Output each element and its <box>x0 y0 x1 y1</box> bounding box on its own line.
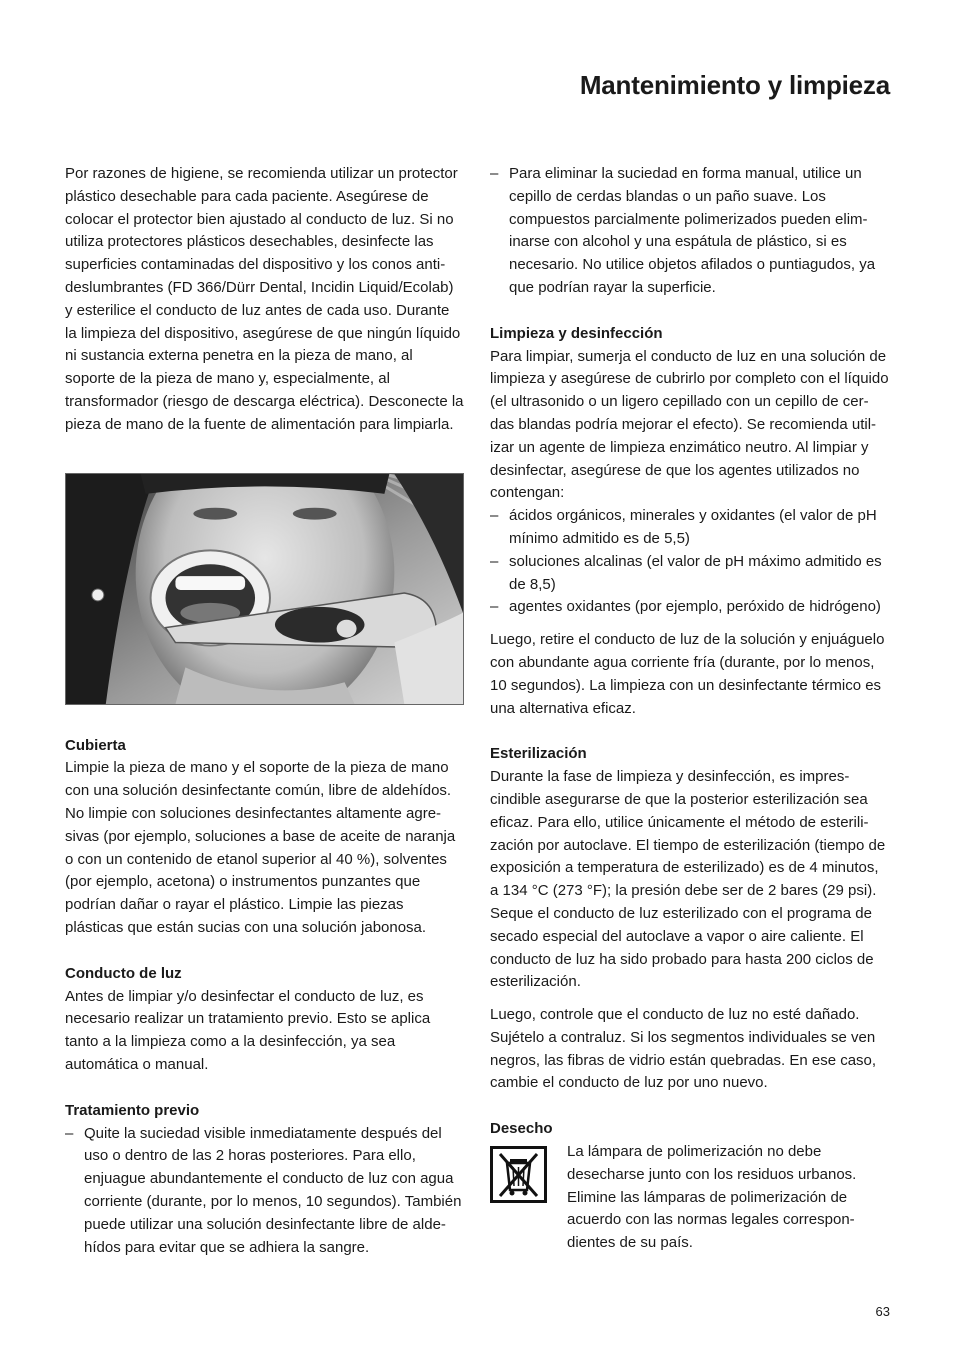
intro-paragraph: Por razones de higiene, se recomienda utilizar un protector plástico desechable para cada paciente. Asegúrese de colocar el protector bien ajustado al conducto de luz. Si no utiliza protectores plásticos desechables, desinfecte las superficies contaminadas del dispositivo y los conos anti-deslumbrantes (FD 366/Dürr Dental, Incidin Liquid/Ecolab) y esterilice el conducto de luz antes de cada uso. Durante la limpieza del dispositivo, asegúrese de que ningún líquido ni sustancia externa penetra en la pieza de mano, al soporte de la pieza de mano y, especialmente, al transformador (riesgo de descarga eléctrica). Desconecte la pieza de mano de la fuente de alimentación para limpiarla. <box>65 165 464 433</box>
sterilization-heading: Esterilización <box>490 745 587 763</box>
light-guide-heading: Conducto de luz <box>65 964 182 982</box>
pretreatment-heading: Tratamiento previo <box>65 1101 200 1119</box>
manual-cleaning-list <box>490 163 890 300</box>
cover-paragraph: Limpie la pieza de mano y el soporte de la pieza de mano con una solución desinfectante común, libre de aldehídos. No limpie con soluciones desinfectantes altamente agre-sivas (por ejemplo, soluciones a base de aceite de naranja o con un contenido de etanol superior al 40 %), solventes (por ejemplo, acetona) o instrumentos punzantes que podrían dañar o rayar el plástico. Limpie las piezas plásticas que están sucias con una solución jabonosa. <box>65 759 456 936</box>
page-title: Mantenimiento y limpieza <box>579 70 890 100</box>
inspection-paragraph: Luego, controle que el conducto de luz no esté dañado. Sujételo a contraluz. Si los segmentos individuales se ven negros, las fibras de vidrio están quebradas. En ese caso, cambie el conducto de luz por uno nuevo. <box>490 1006 877 1092</box>
cover-heading: Cubierta <box>65 736 126 754</box>
crossed-out-wheelie-bin-icon <box>490 1146 547 1203</box>
page-number: 63 <box>875 1304 890 1319</box>
cleaning-disinfection-paragraph: Para limpiar, sumerja el conducto de luz en una solución de limpieza y asegúrese de cubrirlo por completo con el líquido (el ultrasonido o un ligero cepillado con un cepillo de cer-das blandas podría mejorar el efecto). Se recomienda util-izar un agente de limpieza enzimático neutro. Al limpiar y desinfectar, asegúrese de que los agentes utilizados no contengan: <box>490 347 889 502</box>
left-column <box>65 163 465 1259</box>
agents-list <box>490 505 890 619</box>
disposal-heading: Desecho <box>490 1120 553 1138</box>
list-item: – agentes oxidantes (por ejemplo, peróxido de hidrógeno) <box>490 596 890 619</box>
list-item: – soluciones alcalinas (el valor de pH máximo admitido es de 8,5) <box>490 551 890 597</box>
right-column <box>490 163 890 1255</box>
disposal-block <box>490 1141 890 1255</box>
disposal-paragraph: La lámpara de polimerización no debe desecharse junto con los residuos urbanos. Elimine las lámparas de polimerización de acuerdo con las normas legales correspon-dientes de su país. <box>567 1143 857 1252</box>
pretreatment-list <box>65 1123 465 1260</box>
sterilization-paragraph: Durante la fase de limpieza y desinfección, es impres-cindible asegurarse de que la posterior esterilización sea eficaz. Para ello, utilice únicamente el método de esterili-zación por autoclave. El tiempo de esterilización (tiempo de exposición a temperatura de esterilizado) es de 4 minutos, a 134 °C (273 °F); la presión debe ser de 2 bares (29 psi). Seque el conducto de luz esterilizado con el programa de secado especial del autoclave a vapor o aire caliente. El conducto de luz ha sido probado para hasta 200 ciclos de esterilización. <box>490 768 886 991</box>
list-item: – ácidos orgánicos, minerales y oxidantes (el valor de pH mínimo admitido es de 5,5) <box>490 505 890 551</box>
list-item: – Quite la suciedad visible inmediatamente después del uso o dentro de las 2 horas posteriores. Para ello, enjuague abundantemente el conducto de luz con agua corriente (durante, por lo menos, 10 segundos). También puede utilizar una solución desinfectante libre de alde-hídos para evitar que se adhiera la sangre. <box>65 1123 465 1260</box>
rinse-paragraph: Luego, retire el conducto de luz de la solución y enjuáguelo con abundante agua corriente fría (durante, por lo menos, 10 segundos). La limpieza con un desinfectante térmico es una alternativa eficaz. <box>490 631 885 717</box>
light-guide-paragraph: Antes de limpiar y/o desinfectar el conducto de luz, es necesario realizar un tratamiento previo. Esto se aplica tanto a la limpieza como a la desinfección, ya sea automática o manual. <box>65 987 431 1073</box>
product-photo <box>65 473 464 705</box>
cleaning-disinfection-heading: Limpieza y desinfección <box>490 324 663 342</box>
list-item: – Para eliminar la suciedad en forma manual, utilice un cepillo de cerdas blandas o un paño suave. Los compuestos parcialmente polimerizados pueden elim-inarse con alcohol y una espátula de plástico, si es necesario. No utilice objetos afilados o puntiagudos, ya que podrían rayar la superficie. <box>490 163 890 300</box>
